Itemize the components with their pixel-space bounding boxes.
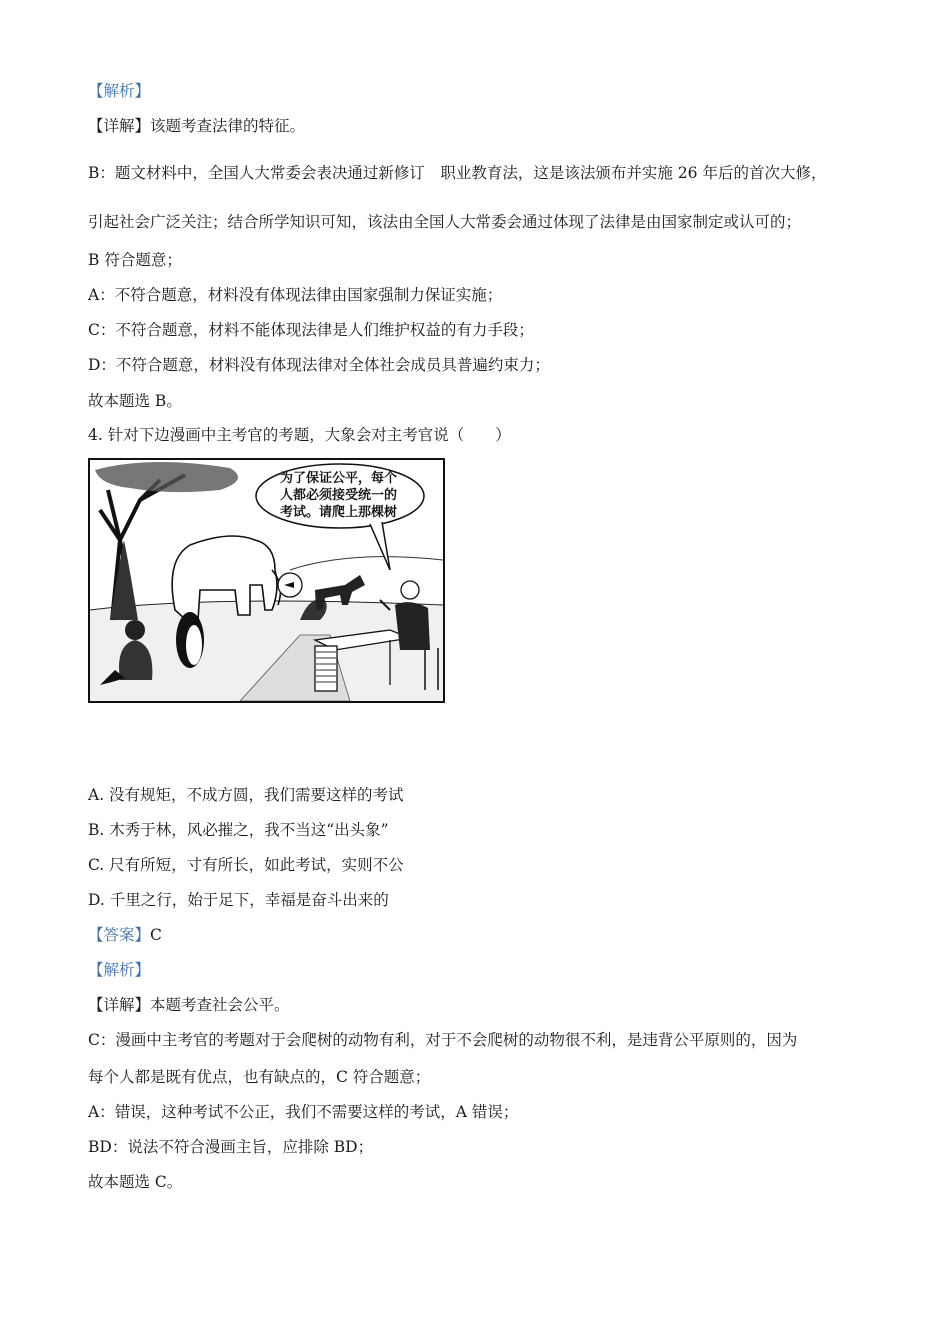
bubble-line-2: 人都必须接受统一的 bbox=[280, 488, 398, 503]
exam-cartoon bbox=[88, 458, 445, 703]
option-a: A. 没有规矩，不成方圆，我们需要这样的考试 bbox=[88, 786, 404, 804]
line-conclusion: 故本题选 B。 bbox=[88, 392, 182, 410]
detail-2-intro: 【详解】本题考查社会公平。 bbox=[88, 996, 290, 1014]
option-d: D. 千里之行，始于足下，幸福是奋斗出来的 bbox=[88, 891, 389, 909]
fishbowl-icon bbox=[278, 573, 302, 597]
analysis-tag-2: 【解析】 bbox=[88, 961, 151, 979]
line-b-fits: B 符合题意； bbox=[88, 251, 182, 269]
line-c-explain: C：不符合题意，材料不能体现法律是人们维护权益的有力手段； bbox=[88, 321, 534, 339]
question-4: 4. 针对下边漫画中主考官的考题，大象会对主考官说（ ） bbox=[88, 426, 511, 444]
penguin-icon bbox=[176, 612, 204, 668]
bubble-line-3: 考试。请爬上那棵树 bbox=[280, 505, 398, 520]
detail-2-a: A：错误，这种考试不公正，我们不需要这样的考试，A 错误； bbox=[88, 1103, 519, 1121]
detail-2-conclusion: 故本题选 C。 bbox=[88, 1173, 183, 1191]
line-d-explain: D：不符合题意，材料没有体现法律对全体社会成员具普遍约束力； bbox=[88, 356, 550, 374]
option-b: B. 木秀于林，风必摧之，我不当这“出头象” bbox=[88, 821, 389, 839]
speech-bubble bbox=[256, 464, 424, 570]
answer-value: C bbox=[150, 926, 162, 944]
answer-line bbox=[88, 925, 162, 945]
line-detail-intro: 【详解】该题考查法律的特征。 bbox=[88, 117, 306, 135]
line-b-explain-1: B：题文材料中，全国人大常委会表决通过新修订 职业教育法，这是该法颁布并实施 26 年后的首次大修， bbox=[88, 164, 827, 182]
line-analysis-tag: 【解析】 bbox=[88, 82, 151, 100]
option-c: C. 尺有所短，寸有所长，如此考试，实则不公 bbox=[88, 856, 404, 874]
detail-2-bd: BD：说法不符合漫画主旨，应排除 BD； bbox=[88, 1138, 374, 1156]
answer-tag: 【答案】 bbox=[88, 926, 151, 944]
detail-2-c-2: 每个人都是既有优点，也有缺点的，C 符合题意； bbox=[88, 1068, 431, 1086]
line-b-explain-2: 引起社会广泛关注；结合所学知识可知，该法由全国人大常委会通过体现了法律是由国家制定或认可的； bbox=[88, 213, 802, 231]
detail-2-c-1: C：漫画中主考官的考题对于会爬树的动物有利，对于不会爬树的动物很不利，是违背公平原则的，因为 bbox=[88, 1031, 798, 1049]
bubble-line-1: 为了保证公平，每个 bbox=[280, 471, 398, 486]
line-a-explain: A：不符合题意，材料没有体现法律由国家强制力保证实施； bbox=[88, 286, 503, 304]
